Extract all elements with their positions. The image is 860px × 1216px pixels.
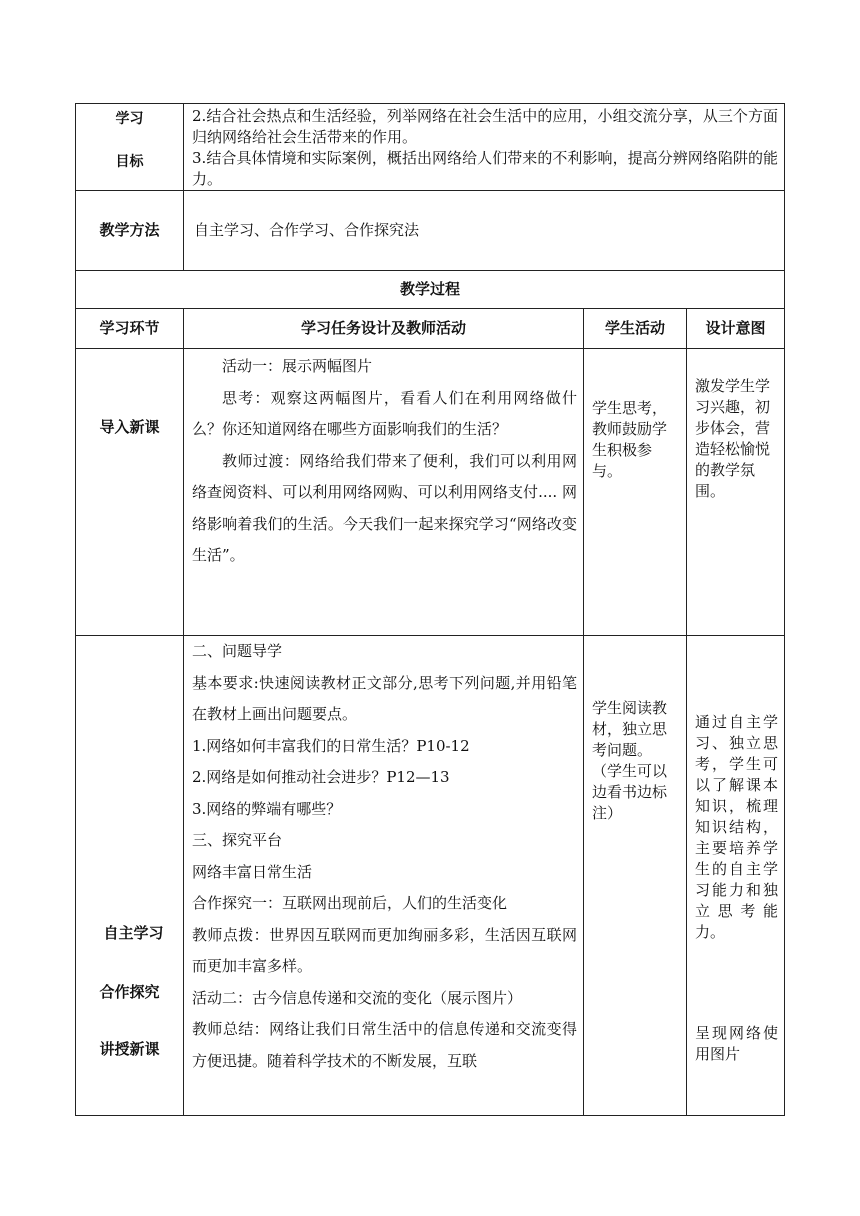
objectives-label-cell <box>76 104 184 191</box>
methods-label: 教学方法 <box>76 191 184 271</box>
main-task-line: 三、探究平台 <box>192 831 283 849</box>
intro-task-activity: 活动一：展示两幅图片 <box>222 357 373 375</box>
main-task-line: 网络丰富日常生活 <box>192 862 313 881</box>
main-intent-text-2: 呈现网络使用图片 <box>695 1024 779 1063</box>
objectives-content <box>184 104 785 191</box>
methods-row <box>76 191 785 271</box>
main-task-line: 3.网络的弊端有哪些？ <box>192 799 342 818</box>
intro-student: 学生思考，教师鼓励学生积极参与。 <box>584 349 687 636</box>
main-task-line: 二、问题导学 <box>192 642 283 660</box>
main-task-line: 教师点拨：世界因互联网而更加绚丽多彩，生活因互联网而更加丰富多样。 <box>192 925 577 975</box>
intro-task-transition: 教师过渡：网络给我们带来了便利，我们可以利用网络查阅资料、可以利用网络网购、可以利用网络支付.... 网络影响着我们的生活。今天我们一起来探究学习“网络改变生活”。 <box>192 451 577 564</box>
lesson-plan-table <box>75 103 785 1116</box>
main-task-line: 教师总结：网络让我们日常生活中的信息传递和交流变得方便迅捷。随着科学技术的不断发展，互联 <box>192 1020 577 1070</box>
objectives-label: 学习 目标 <box>115 111 144 170</box>
main-student-text-1: 学生阅读教材，独立思考问题。 <box>592 699 668 759</box>
main-student-text-2: （学生可以边看书边标注） <box>592 762 668 822</box>
objective-item-2: 2.结合社会热点和生活经验，列举网络在社会生活中的应用，小组交流分享，从三个方面归纳网络给社会生活带来的作用。 <box>192 107 779 146</box>
header-row <box>76 309 785 349</box>
main-stage-line-1: 自主学习 <box>103 924 164 942</box>
main-intent-text-1: 通过自主学习、独立思考，学生可以了解课本知识，梳理知识结构，主要培养学生的自主学习能力和独立思考能力。 <box>695 713 779 941</box>
header-stage: 学习环节 <box>76 309 184 349</box>
intro-stage: 导入新课 <box>76 349 184 636</box>
intro-row <box>76 349 785 636</box>
main-task-line: 2.网络是如何推动社会进步？P12—13 <box>192 768 450 786</box>
intro-task-think: 思考：观察这两幅图片，看看人们在利用网络做什么？你还知道网络在哪些方面影响我们的生活？ <box>192 388 577 438</box>
intro-task <box>184 349 584 636</box>
main-task-line: 合作探究一：互联网出现前后，人们的生活变化 <box>192 894 508 912</box>
main-stage <box>76 636 184 1116</box>
process-title-row <box>76 271 785 309</box>
process-title: 教学过程 <box>76 271 785 309</box>
methods-value: 自主学习、合作学习、合作探究法 <box>184 191 785 271</box>
main-intent <box>687 636 785 1116</box>
main-task-line: 活动二：古今信息传递和交流的变化（展示图片） <box>192 988 523 1007</box>
objective-item-3: 3.结合具体情境和实际案例，概括出网络给人们带来的不利影响，提高分辨网络陷阱的能力。 <box>192 149 779 188</box>
header-task: 学习任务设计及教师活动 <box>184 309 584 349</box>
header-intent: 设计意图 <box>687 309 785 349</box>
main-stage-line-2: 合作探究 <box>99 983 160 1001</box>
intro-intent: 激发学生学习兴趣，初步体会，营造轻松愉悦的教学氛围。 <box>687 349 785 636</box>
main-stage-line-3: 讲授新课 <box>99 1040 160 1058</box>
main-task-line: 1.网络如何丰富我们的日常生活？P10-12 <box>192 736 470 755</box>
header-student: 学生活动 <box>584 309 687 349</box>
main-student <box>584 636 687 1116</box>
main-row <box>76 636 785 1116</box>
objectives-row <box>76 104 785 191</box>
main-task <box>184 636 584 1116</box>
main-task-line: 基本要求:快速阅读教材正文部分,思考下列问题,并用铅笔在教材上画出问题要点。 <box>192 673 577 723</box>
